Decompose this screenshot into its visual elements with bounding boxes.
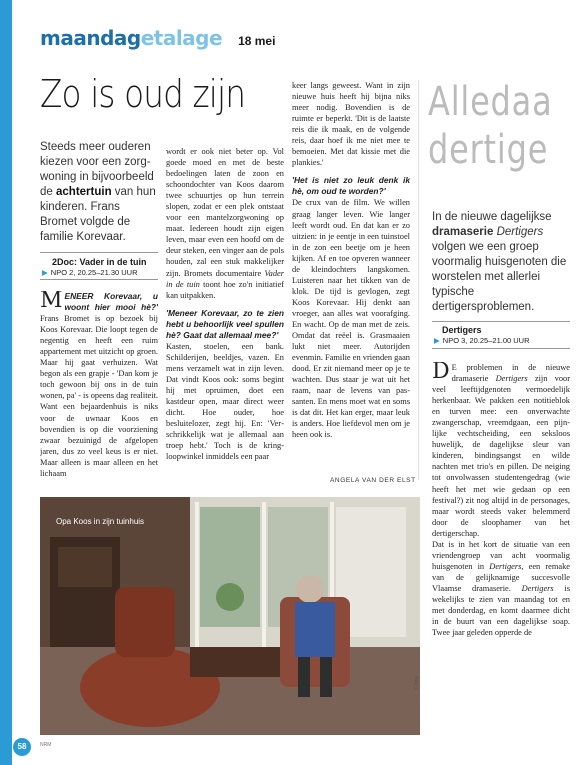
- program-title: Dertigers: [442, 325, 482, 335]
- article-column-2: [166, 146, 284, 490]
- body-text: zijn voor veel leeftijdgenoten vermoedelijk herkenbaar. We pakken een notitieblok en turven mee: een onverwachte zwangerschap, vreemdgaan, een pijnlijke vechtscheiding, een seksloos huwelijk, de dagelijkse sleur van kinderen, bindingsangst en wilde nachten met trio's en pillen. De neiging tot onvolwassen studentengedrag (wie heeft het met wie gedaan op een festival?) zit nog altijd in de personages, maar wordt steeds vaker belemmerd door de sloophamer van het dertigerschap.: [432, 374, 570, 538]
- issue-date: 18 mei: [238, 34, 276, 48]
- article-column-3: [292, 80, 410, 480]
- body-italic: Dertigers: [495, 374, 528, 384]
- body-text: De crux van de film. We willen graag langer leven. Wie langer leeft wordt oud. En dat kan er zo uitzien: in je eentje in een tuinstoel in de zon een beetje om je heen kijken. Af en toe opveren wanneer de kleindochters langskomen. Luisteren naar het tikken van de klok. De tijd is gevlogen, zegt Koos Korevaar. Hij denkt aan vroeger, aan alles wat voorafging. En wacht. Op de man met de zeis. Omdat dat reëel is. Grasmaaien lukt niet meer. Autorijden evenmin. Familie en vrienden gaan dood. Er zit niemand meer op je te wachten. Dus staar je wat uit het raam, naar de levens van passanten. En mens moet wat en soms is dat dit. Het kan erger, maar leuk is anders. Hoe liefdevol men om je heen ook is.: [292, 198, 410, 440]
- intro-text-end: volgen we een groep voormalig huisgenoten die worstelen met allerlei typische dertigersproblemen.: [432, 241, 567, 313]
- section-header: [40, 26, 275, 50]
- article-column-1: [40, 291, 158, 491]
- photo-caption: Opa Koos in zijn tuinhuis: [56, 517, 145, 526]
- intro-text-end: van hun kinderen. Frans Bromet volgde de familie Korevaar.: [40, 186, 156, 243]
- side-accent-strip: [0, 0, 12, 765]
- article2-title-line1: Alledaa: [428, 79, 553, 125]
- body-italic: Dertigers: [489, 561, 522, 571]
- body-text: wordt er ook niet beter op. Vol goede moed en met de beste bedoelingen laten de zoon en schoondochter van Koos daarom twee schuurtjes op hun terrein slopen, zodat er een plek ontstaat voor een mantelzorgwoning op maat. Iedereen houdt zijn eigen leven, maar even een hoofd om de deur steken, een vinger aan de pols houden, zal een stuk makkelijker zijn. Bromets documentaire: [166, 147, 284, 278]
- byline: ANGELA VAN DER ELST: [330, 477, 416, 484]
- divider: [40, 252, 158, 253]
- article2-column: [432, 362, 570, 724]
- divider: [40, 279, 158, 280]
- body-text: Dat is in het kort de situatie van een vriendengroep van acht voormalig huisgenoten in: [432, 539, 570, 571]
- column-divider: [418, 80, 419, 480]
- broadcast-time-text: NPO 2, 20.25–21.30 UUR: [50, 268, 138, 277]
- program-title: 2Doc: Vader in de tuin: [52, 257, 147, 267]
- section-name-part2: etalage: [140, 26, 223, 50]
- article-intro: [40, 140, 158, 245]
- dropcap: M: [40, 291, 63, 313]
- body-text: toont hoe zo'n initiatief kan uitpakken.: [166, 279, 284, 300]
- pull-quote: ENEER Korevaar, u woont hier mooi hè?': [64, 291, 158, 313]
- body-italic: Dertigers: [521, 583, 554, 593]
- play-icon: ▶: [434, 336, 440, 345]
- intro-bold: achtertuin: [56, 186, 112, 198]
- article-title: Zo is oud zijn: [40, 72, 246, 116]
- body-text: is wekelijks te zien van maandag tot en met donderdag, en komt daarmee dicht in de buurt van een dagelijkse soap. Twee jaar geleden opperde de: [432, 583, 570, 638]
- broadcast-time-text: NPO 3, 20.25–21.00 UUR: [442, 336, 530, 345]
- body-text: E problemen in de nieuwe dramaserie: [451, 363, 570, 384]
- divider: [432, 321, 570, 322]
- body-text: Frans Bromet is op bezoek bij Koos Korevaar. Die loopt tegen de negentig en heeft een ruim appartement met uitzicht op groen. Maar hij gaat verhuizen. Wat begon als een grapje - 'Dan kom je toch gewoon bij ons in de tuin wonen, pa' - is opeens dag realiteit. Want een bejaardenhuis is niks voor de uwnaar Koos en bovendien is op die voorziening zwaar bezuinigd de afgelopen jaren, dus zo veel keus is er niet. Maar alleen is maar alleen en het lichaam: [40, 314, 158, 478]
- article2-title: [428, 78, 553, 174]
- dropcap: D: [432, 362, 450, 384]
- body-text: , een remake van de gelijknamige succesvolle Vlaamse dramaserie.: [432, 561, 570, 593]
- intro-italic: Dertigers: [496, 226, 544, 238]
- broadcast-time: [42, 268, 138, 277]
- article2-title-line2: dertige: [428, 127, 549, 173]
- article2-intro: [432, 210, 570, 315]
- section-name-part1: maandag: [40, 26, 141, 50]
- page-number: 58: [13, 738, 31, 756]
- footer-brand: NRM: [40, 742, 52, 748]
- article-photo: [40, 497, 420, 735]
- body-text: Kasten, stoelen, een bank. Schilderijen, beeldjes, vazen. En mens verzamelt wat in zijn leven. Dat vindt Koos ook: soms begint hij met opruimen, doet een kastdeur open, maar direct weer dicht. Hoe ouder, hoe besluitelozer, zegt hij. En: 'Verschrikkelijk wat je allemaal aan troep hebt.' Toch is de kringloopwinkel inmiddels een paar: [166, 341, 284, 462]
- intro-bold: dramaserie: [432, 226, 494, 238]
- subheading-quote: 'Meneer Korevaar, zo te zien hebt u behoorlijk veel spullen hè? Gaat dat allemaal mee?': [166, 307, 284, 340]
- intro-text: In de nieuwe dagelijkse: [432, 211, 552, 223]
- subheading-quote: 'Het is niet zo leuk denk ik hè, om oud te worden?': [292, 175, 410, 197]
- photo-credit: © foto: [414, 676, 420, 690]
- living-room-photo: [40, 497, 420, 735]
- body-text: keer langs geweest. Want in zijn nieuwe huis heeft hij bijna niks meer nodig. Bovendien is de ruimte er beperkt. 'Dit is de laatste reis die ik maak, en de volgende reis, daar hoef ik me niet mee te bemoeien. Met dat kissie met die plankies.': [292, 81, 410, 168]
- play-icon: ▶: [42, 268, 48, 277]
- divider: [432, 348, 570, 349]
- broadcast-time: [434, 336, 530, 345]
- intro-text: Steeds meer ouderen kiezen voor een zorgwoning in bijvoorbeeld de: [40, 141, 154, 198]
- body-italic: Vader in de tuin: [166, 268, 284, 289]
